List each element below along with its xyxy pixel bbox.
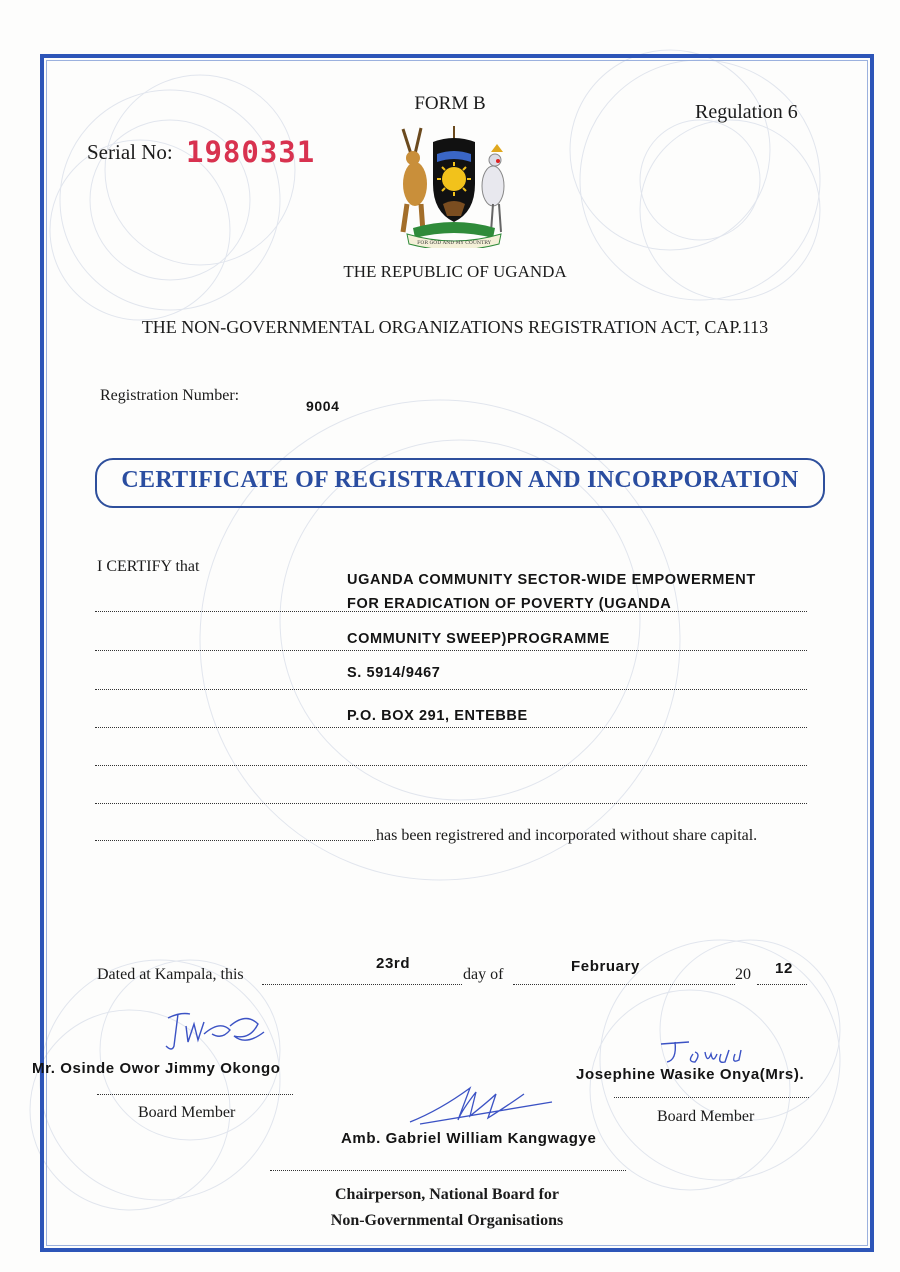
dotted-line [95, 650, 807, 651]
left-signatory-name: Mr. Osinde Owor Jimmy Okongo [32, 1060, 281, 1077]
date-century: 20 [735, 966, 751, 983]
dotted-line [757, 984, 807, 985]
dotted-line [614, 1097, 809, 1098]
dotted-line [95, 765, 807, 766]
registration-number: 9004 [306, 398, 340, 414]
organization-line: COMMUNITY SWEEP)PROGRAMME [347, 631, 610, 647]
dotted-line [97, 1094, 293, 1095]
organization-line: P.O. BOX 291, ENTEBBE [347, 708, 528, 724]
right-signature [655, 1036, 785, 1070]
left-signatory-role: Board Member [138, 1104, 236, 1121]
dotted-line [262, 984, 462, 985]
chair-signature [400, 1080, 560, 1130]
dotted-line [95, 840, 375, 841]
dotted-line [95, 727, 807, 728]
dotted-line [270, 1170, 626, 1171]
dotted-line [513, 984, 735, 985]
right-signatory-name: Josephine Wasike Onya(Mrs). [576, 1066, 805, 1083]
closing-text: has been registrered and incorporated without share capital. [376, 827, 758, 844]
organization-line: FOR ERADICATION OF POVERTY (UGANDA [347, 596, 672, 612]
dated-prefix: Dated at Kampala, this [97, 966, 244, 983]
serial-number: 1980331 [186, 135, 316, 169]
right-signatory-role: Board Member [657, 1108, 755, 1125]
registration-number-label: Registration Number: [100, 387, 240, 404]
serial-label: Serial No: [87, 140, 173, 164]
svg-text:FOR GOD AND MY COUNTRY: FOR GOD AND MY COUNTRY [417, 241, 491, 246]
left-signature [160, 1006, 280, 1056]
organization-line: S. 5914/9467 [347, 665, 441, 681]
republic-title: THE REPUBLIC OF UGANDA [343, 262, 567, 281]
date-day: 23rd [376, 955, 411, 972]
date-month: February [571, 958, 640, 975]
uganda-coat-of-arms-icon [393, 124, 515, 248]
chair-name: Amb. Gabriel William Kangwagye [341, 1130, 597, 1147]
chair-role-line1: Chairperson, National Board for [335, 1186, 559, 1203]
certify-text: I CERTIFY that [97, 558, 200, 575]
date-year: 12 [775, 960, 793, 977]
form-label: FORM B [414, 93, 486, 114]
certificate-title: CERTIFICATE OF REGISTRATION AND INCORPORATION [121, 467, 799, 493]
dotted-line [95, 689, 807, 690]
regulation-label: Regulation 6 [695, 101, 798, 123]
dotted-line [95, 803, 807, 804]
act-title: THE NON-GOVERNMENTAL ORGANIZATIONS REGISTRATION ACT, CAP.113 [141, 317, 769, 337]
organization-line: UGANDA COMMUNITY SECTOR-WIDE EMPOWERMENT [347, 572, 756, 588]
chair-role-line2: Non-Governmental Organisations [330, 1212, 564, 1229]
date-day-of: day of [463, 966, 504, 983]
